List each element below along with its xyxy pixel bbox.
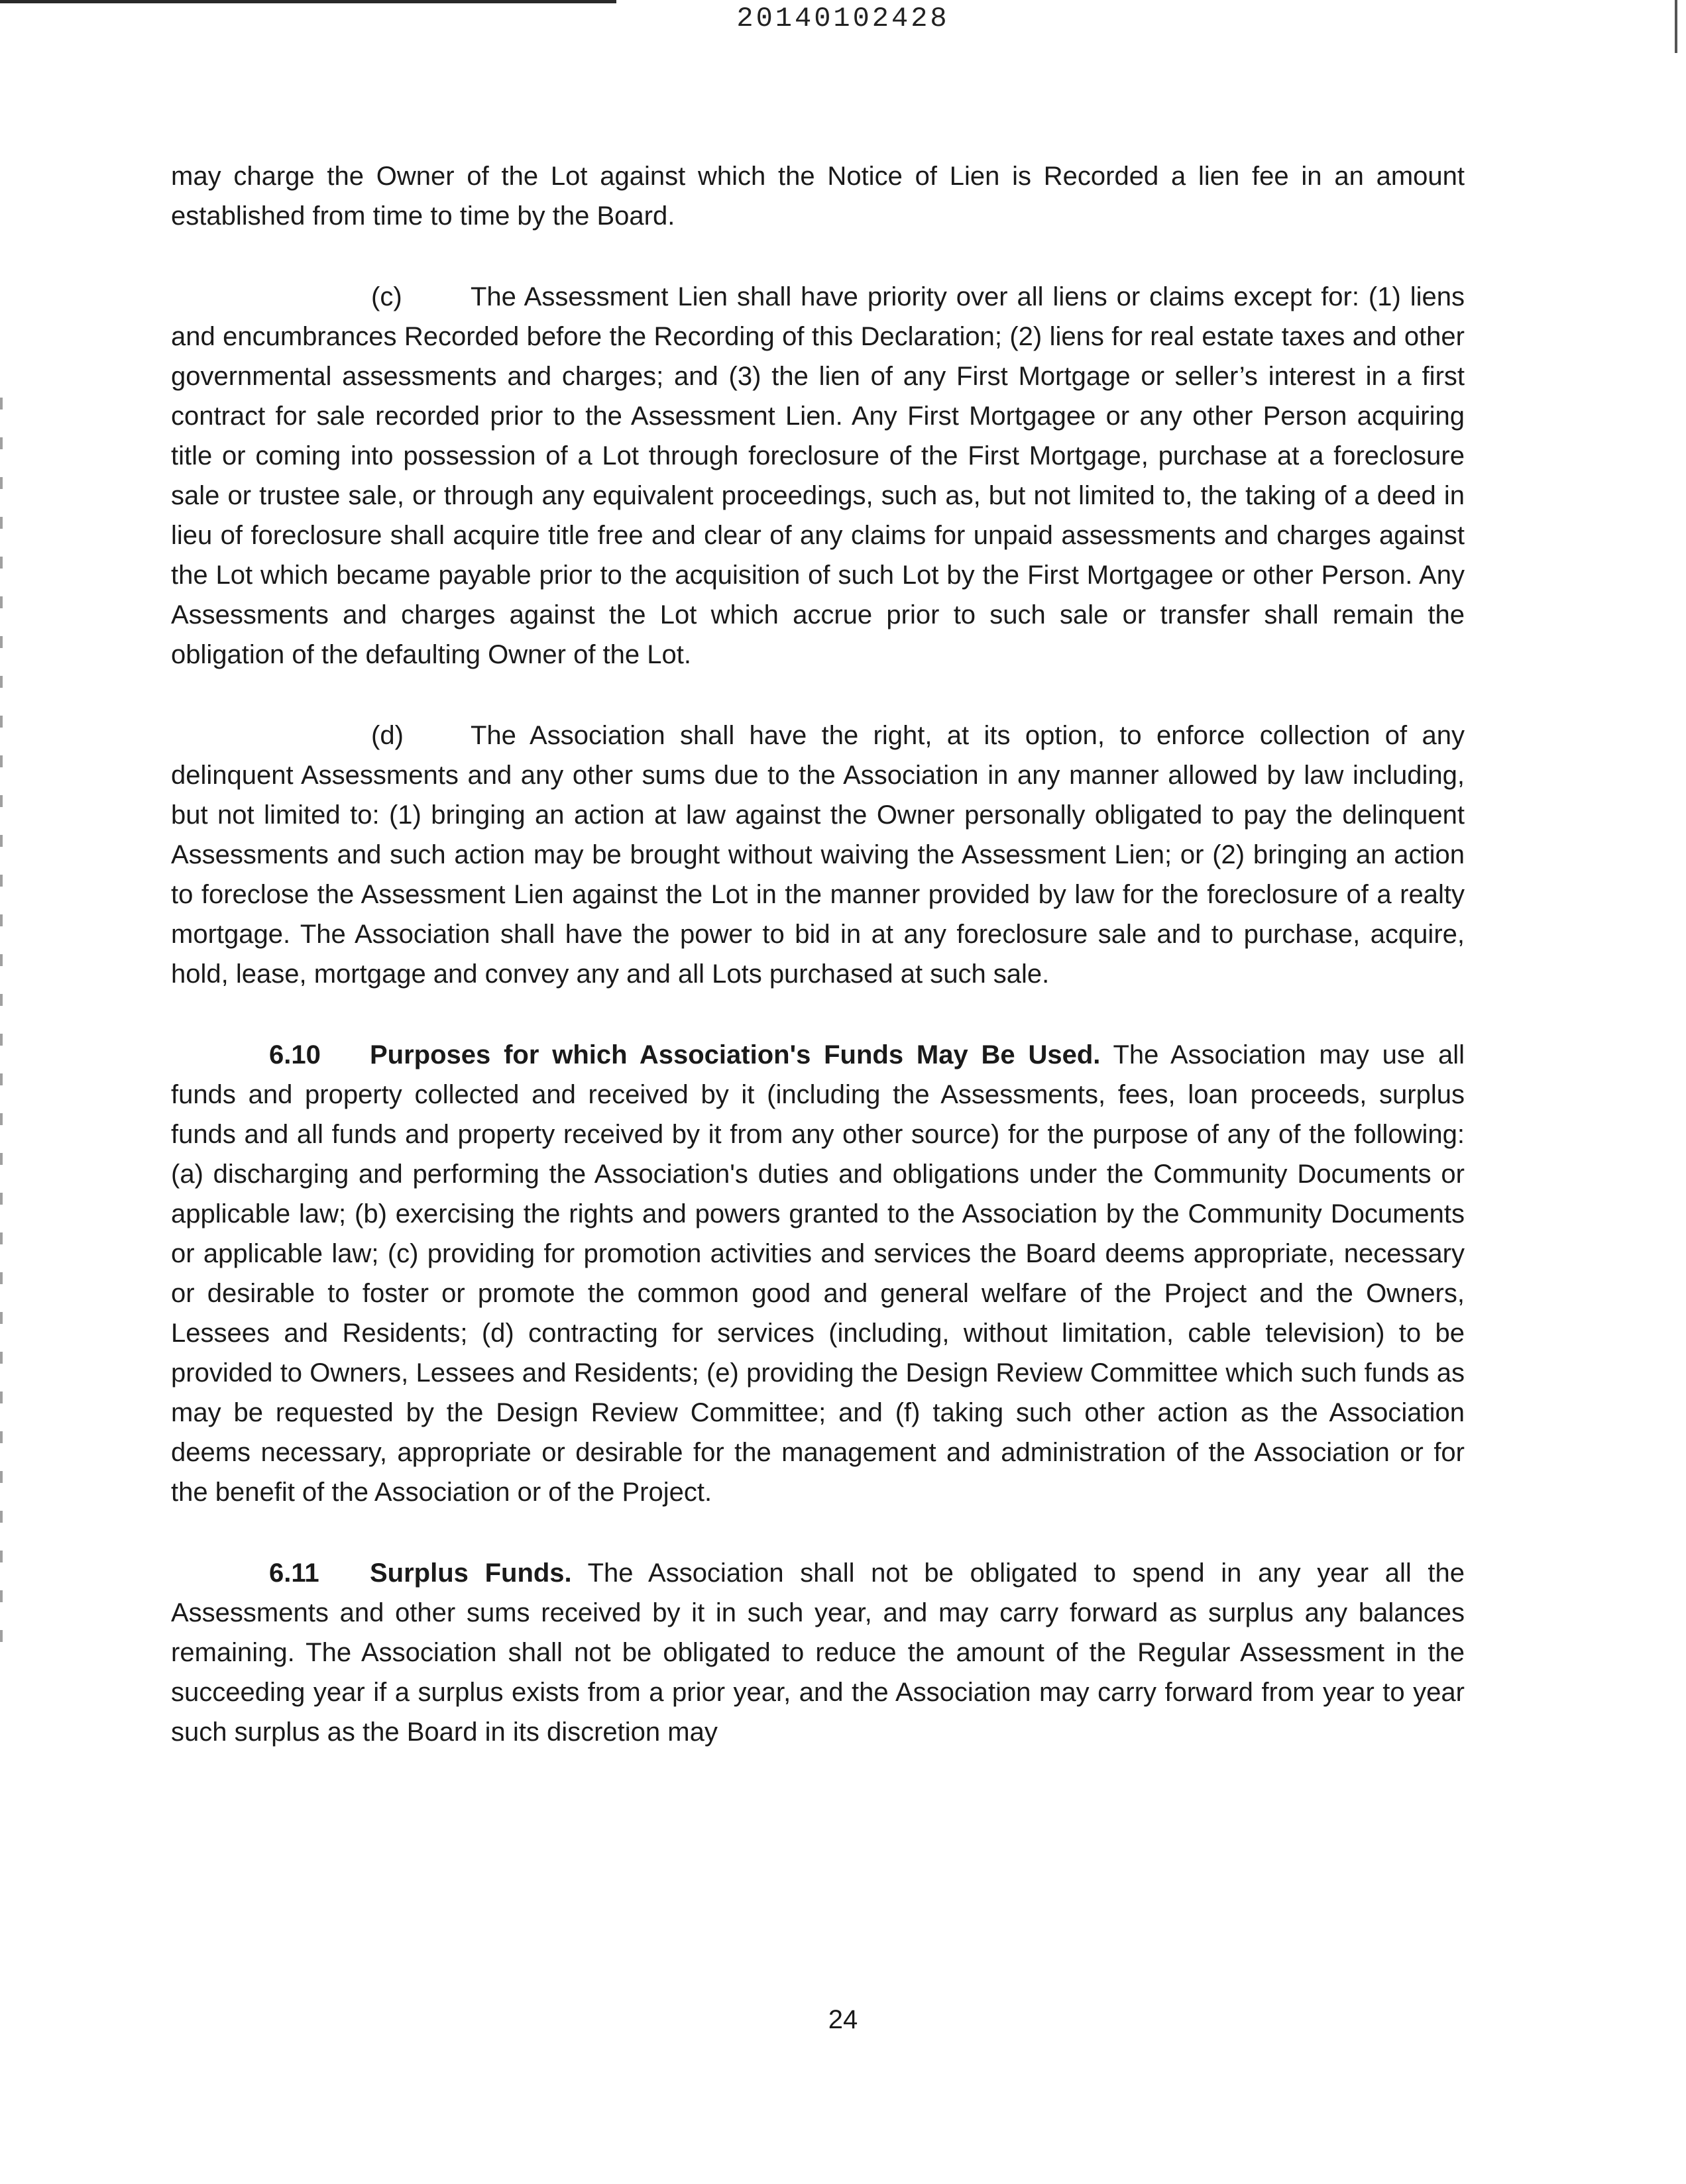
- paragraph-text: may charge the Owner of the Lot against which the Notice of Lien is Recorded a lien fee in an amount established from time to time by the Board.: [171, 162, 1465, 231]
- paragraph-text: The Association shall have the right, at its option, to enforce collection of any delinquent Assessments and any other sums due to the Association in any manner allowed by law including, but not limited to: (1) bringing an action at law against the Owner personally obligated to pay the delinquent Assessments and such action may be brought without waiving the Assessment Lien; or (2) bringing an action to foreclose the Assessment Lien against the Lot in the manner provided by law for the foreclosure of a realty mortgage. The Association shall have the power to bid in at any foreclosure sale and to purchase, acquire, hold, lease, mortgage and convey any and all Lots purchased at such sale.: [171, 721, 1465, 989]
- scan-binding-marks: [0, 398, 3, 1657]
- section-title: Purposes for which Association's Funds May Be Used.: [370, 1040, 1101, 1069]
- paragraph-continuation: [171, 156, 1465, 236]
- section-6-10: [171, 1035, 1465, 1512]
- subsection-c: [171, 277, 1465, 675]
- paragraph-text: The Association shall not be obligated to spend in any year all the Assessments and other sums received by it in such year, and may carry forward as surplus any balances remaining. The Association shall not be obligated to reduce the amount of the Regular Assessment in the succeeding year if a surplus exists from a prior year, and the Association may carry forward from year to year such surplus as the Board in its discretion may: [171, 1558, 1465, 1747]
- page-number: 24: [828, 2005, 858, 2034]
- subsection-marker: (d): [371, 721, 404, 750]
- document-body: [171, 156, 1465, 1752]
- section-number: 6.10: [269, 1040, 321, 1069]
- subsection-d: [171, 716, 1465, 994]
- section-6-11: [171, 1553, 1465, 1752]
- paragraph-text: The Assessment Lien shall have priority over all liens or claims except for: (1) liens and encumbrances Recorded before the Recording of this Declaration; (2) liens for real estate taxes and other governmental assessments and charges; and (3) the lien of any First Mortgage or seller’s interest in a first contract for sale recorded prior to the Assessment Lien. Any First Mortgagee or any other Person acquiring title or coming into possession of a Lot through foreclosure of the First Mortgage, purchase at a foreclosure sale or trustee sale, or through any equivalent proceedings, such as, but not limited to, the taking of a deed in lieu of foreclosure shall acquire title free and clear of any claims for unpaid assessments and charges against the Lot which became payable prior to the acquisition of such Lot by the First Mortgagee or other Person. Any Assessments and charges against the Lot which accrue prior to such sale or transfer shall remain the obligation of the defaulting Owner of the Lot.: [171, 282, 1465, 669]
- section-title: Surplus Funds.: [370, 1558, 572, 1588]
- recording-number: 20140102428: [736, 3, 950, 34]
- section-number: 6.11: [269, 1558, 319, 1588]
- paragraph-text: The Association may use all funds and property collected and received by it (including the Assessments, fees, loan proceeds, surplus funds and all funds and property received by it from any other source) for the purpose of any of the following: (a) discharging and performing the Association's duties and obligations under the Community Documents or applicable law; (b) exercising the rights and powers granted to the Association by the Community Documents or applicable law; (c) providing for promotion activities and services the Board deems appropriate, necessary or desirable to foster or promote the common good and general welfare of the Project and the Owners, Lessees and Residents; (d) contracting for services (including, without limitation, cable television) to be provided to Owners, Lessees and Residents; (e) providing the Design Review Committee which such funds as may be requested by the Design Review Committee; and (f) taking such other action as the Association deems necessary, appropriate or desirable for the management and administration of the Association or for the benefit of the Association or of the Project.: [171, 1040, 1465, 1507]
- subsection-marker: (c): [371, 282, 402, 311]
